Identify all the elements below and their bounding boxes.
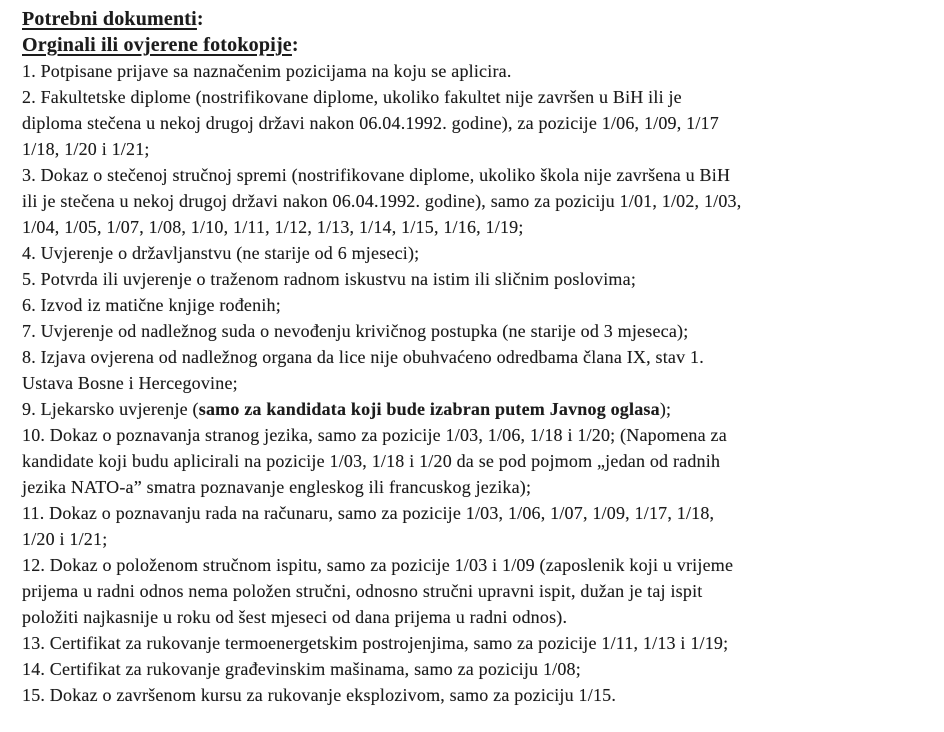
text-segment: 1/20 i 1/21; (22, 529, 108, 549)
text-segment: samo za kandidata koji bude izabran putem Javnog oglasa (198, 399, 660, 419)
text-segment: : (196, 8, 204, 30)
text-segment: 10. Dokaz o poznavanja stranog jezika, samo za pozicije 1/03, 1/06, 1/18 i 1/20; (Napomena za (22, 425, 727, 445)
text-segment: 12. Dokaz o položenom stručnom ispitu, samo za pozicije 1/03 i 1/09 (zaposlenik koji u vrijeme (22, 555, 734, 575)
text-segment: prijema u radni odnos nema položen stručni, odnosno stručni upravni ispit, dužan je taj ispit (22, 581, 703, 601)
document-line (22, 422, 934, 448)
document-line (22, 630, 934, 656)
text-segment: 1. Potpisane prijave sa naznačenim pozicijama na koju se aplicira. (22, 61, 512, 81)
text-segment: 14. Certifikat za rukovanje građevinskim mašinama, samo za poziciju 1/08; (22, 659, 581, 679)
document-line (22, 682, 934, 708)
text-segment: diploma stečena u nekoj drugoj državi nakon 06.04.1992. godine), za pozicije 1/06, 1/09, 1/17 (22, 113, 719, 133)
text-segment: ); (659, 399, 672, 419)
text-segment: 6. Izvod iz matične knjige rođenih; (22, 295, 281, 315)
document-line (22, 552, 934, 578)
text-segment: jezika NATO-a” smatra poznavanje engleskog ili francuskog jezika); (22, 477, 532, 497)
document-line (22, 214, 934, 240)
document-line (22, 448, 934, 474)
document-line (22, 578, 934, 604)
document-line (22, 656, 934, 682)
text-segment: 15. Dokaz o završenom kursu za rukovanje eksplozivom, samo za poziciju 1/15. (22, 685, 617, 705)
document-heading-line (22, 32, 934, 58)
document-line (22, 136, 934, 162)
document-line (22, 396, 934, 422)
text-segment: 5. Potvrda ili uvjerenje o traženom radnom iskustvu na istim ili sličnim poslovima; (22, 269, 637, 289)
document-line (22, 266, 934, 292)
text-segment: kandidate koji budu aplicirali na pozicije 1/03, 1/18 i 1/20 da se pod pojmom „jedan od radnih (22, 451, 721, 471)
text-segment: Orginali ili ovjerene fotokopije (22, 34, 292, 56)
text-segment: 4. Uvjerenje o državljanstvu (ne starije od 6 mjeseci); (22, 243, 420, 263)
document-line (22, 526, 934, 552)
document-line (22, 110, 934, 136)
document-heading-line (22, 6, 934, 32)
document-line (22, 344, 934, 370)
document-line (22, 240, 934, 266)
text-segment: 7. Uvjerenje od nadležnog suda o nevođenju krivičnog postupka (ne starije od 3 mjeseca); (22, 321, 689, 341)
document-line (22, 188, 934, 214)
text-segment: : (291, 34, 299, 56)
document-line (22, 84, 934, 110)
text-segment: 9. Ljekarsko uvjerenje ( (22, 399, 199, 419)
text-segment: 2. Fakultetske diplome (nostrifikovane diplome, ukoliko fakultet nije završen u BiH ili je (22, 87, 682, 107)
text-segment: 11. Dokaz o poznavanju rada na računaru, samo za pozicije 1/03, 1/06, 1/07, 1/09, 1/17, 1/18, (22, 503, 715, 523)
document-line (22, 162, 934, 188)
document-line (22, 500, 934, 526)
document-line (22, 370, 934, 396)
text-segment: 13. Certifikat za rukovanje termoenergetskim postrojenjima, samo za pozicije 1/11, 1/13 i 1/19; (22, 633, 729, 653)
text-segment: ili je stečena u nekoj drugoj državi nakon 06.04.1992. godine), samo za poziciju 1/01, 1/02, 1/03, (22, 191, 742, 211)
text-segment: Ustava Bosne i Hercegovine; (22, 373, 238, 393)
document-lines (22, 6, 934, 708)
document-line (22, 604, 934, 630)
document-line (22, 474, 934, 500)
text-segment: položiti najkasnije u roku od šest mjeseci od dana prijema u radni odnos). (22, 607, 568, 627)
document-line (22, 58, 934, 84)
document-line (22, 292, 934, 318)
text-segment: Potrebni dokumenti (22, 8, 197, 30)
text-segment: 3. Dokaz o stečenoj stručnoj spremi (nostrifikovane diplome, ukoliko škola nije završena u BiH (22, 165, 731, 185)
document-line (22, 318, 934, 344)
text-segment: 1/18, 1/20 i 1/21; (22, 139, 150, 159)
text-segment: 8. Izjava ovjerena od nadležnog organa da lice nije obuhvaćeno odredbama člana IX, stav 1. (22, 347, 704, 367)
text-segment: 1/04, 1/05, 1/07, 1/08, 1/10, 1/11, 1/12, 1/13, 1/14, 1/15, 1/16, 1/19; (22, 217, 524, 237)
